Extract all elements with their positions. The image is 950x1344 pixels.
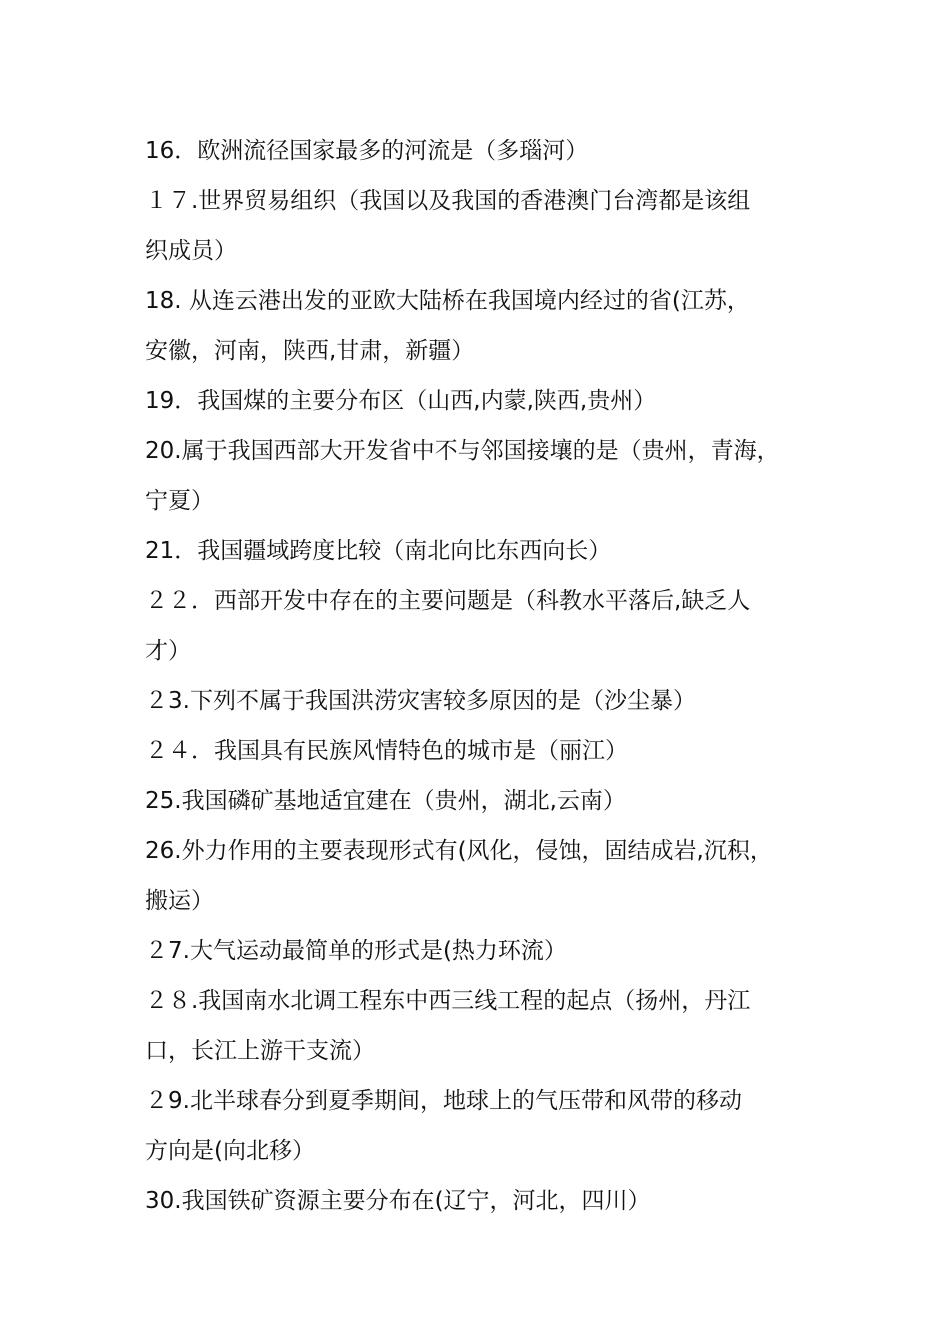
text-line: 18. 从连云港出发的亚欧大陆桥在我国境内经过的省(江苏， [145,288,750,314]
text-line: 25.我国磷矿基地适宜建在（贵州，湖北,云南） [145,788,626,814]
text-line: １７.世界贸易组织（我国以及我国的香港澳门台湾都是该组 [145,188,751,214]
text-line: 26.外力作用的主要表现形式有(风化，侵蚀，固结成岩,沉积， [145,838,773,864]
text-line: 21．我国疆域跨度比较（南北向比东西向长） [145,538,612,564]
text-line: ２８.我国南水北调工程东中西三线工程的起点（扬州，丹江 [145,988,751,1014]
text-line: 织成员） [145,238,237,264]
text-line: 宁夏） [145,488,214,514]
text-line: 19．我国煤的主要分布区（山西,内蒙,陕西,贵州） [145,388,657,414]
text-line: 16．欧洲流径国家最多的河流是（多瑙河） [145,138,589,164]
text-line: ２２．西部开发中存在的主要问题是（科教水平落后,缺乏人 [145,588,751,614]
text-line: 20.属于我国西部大开发省中不与邻国接壤的是（贵州，青海， [145,438,780,464]
text-line: ２9.北半球春分到夏季期间，地球上的气压带和风带的移动 [145,1088,742,1114]
document-body [145,126,815,1226]
text-line: ２４．我国具有民族风情特色的城市是（丽江） [145,738,628,764]
text-line: ２7.大气运动最简单的形式是(热力环流） [145,938,567,964]
text-line: 口，长江上游干支流） [145,1038,375,1064]
text-line: 方向是(向北移） [145,1138,315,1164]
text-line: 30.我国铁矿资源主要分布在(辽宁，河北，四川） [145,1188,651,1214]
text-line: ２3.下列不属于我国洪涝灾害较多原因的是（沙尘暴） [145,688,696,714]
text-line: 搬运） [145,888,214,914]
text-line: 安徽，河南，陕西,甘肃，新疆） [145,338,475,364]
text-line: 才） [145,638,191,664]
